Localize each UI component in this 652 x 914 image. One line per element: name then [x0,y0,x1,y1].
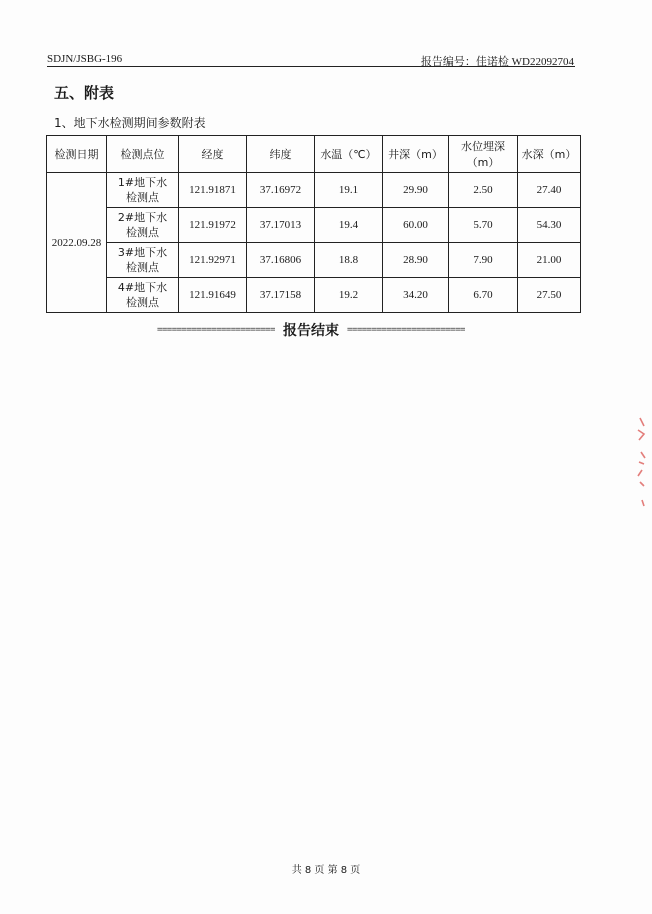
table-row [47,243,581,278]
table-header-row [47,136,581,173]
longitude: 121.91871 [179,173,247,208]
well-depth: 60.00 [383,208,449,243]
latitude: 37.17013 [247,208,315,243]
longitude: 121.92971 [179,243,247,278]
water-temp: 19.4 [315,208,383,243]
groundwater-params-table [46,135,581,313]
report-number: 报告编号：佳诺检 WD22092704 [420,56,574,68]
point-name: 1#地下水检测点 [107,173,179,208]
well-depth: 28.90 [383,243,449,278]
col-header-water-depth: 水深（m） [518,136,581,173]
water-level-depth: 6.70 [449,278,518,313]
water-level-depth: 7.90 [449,243,518,278]
doc-code: SDJN/JSBG-196 [47,53,123,65]
latitude: 37.17158 [247,278,315,313]
longitude: 121.91649 [179,278,247,313]
table-row [47,173,581,208]
table-caption: 1、地下水检测期间参数附表 [54,116,206,130]
point-name: 3#地下水检测点 [107,243,179,278]
point-name: 4#地下水检测点 [107,278,179,313]
section-title: 五、附表 [54,84,115,102]
col-header-longitude: 经度 [179,136,247,173]
end-rule-left: ======================== [156,325,275,335]
col-header-latitude: 纬度 [247,136,315,173]
water-temp: 19.1 [315,173,383,208]
col-header-water-temp: 水温（℃） [315,136,383,173]
col-header-point: 检测点位 [107,136,179,173]
page-footer: 共 8 页 第 8 页 [291,865,361,876]
end-rule-right: ======================== [347,325,466,335]
well-depth: 29.90 [383,173,449,208]
water-level-depth: 2.50 [449,173,518,208]
well-depth: 34.20 [383,278,449,313]
report-end-label: 报告结束 [283,323,339,339]
water-depth: 27.40 [518,173,581,208]
water-temp: 18.8 [315,243,383,278]
sample-date: 2022.09.28 [47,173,107,313]
report-end-marker [47,320,575,340]
seal-stamp-fragment [626,412,646,512]
table-row [47,278,581,313]
col-header-date: 检测日期 [47,136,107,173]
longitude: 121.91972 [179,208,247,243]
water-depth: 27.50 [518,278,581,313]
water-level-depth: 5.70 [449,208,518,243]
point-name: 2#地下水检测点 [107,208,179,243]
col-header-water-level: 水位埋深（m） [449,136,518,173]
header-divider [47,66,575,67]
water-temp: 19.2 [315,278,383,313]
table-row [47,208,581,243]
col-header-well-depth: 井深（m） [383,136,449,173]
latitude: 37.16806 [247,243,315,278]
water-depth: 21.00 [518,243,581,278]
latitude: 37.16972 [247,173,315,208]
water-depth: 54.30 [518,208,581,243]
